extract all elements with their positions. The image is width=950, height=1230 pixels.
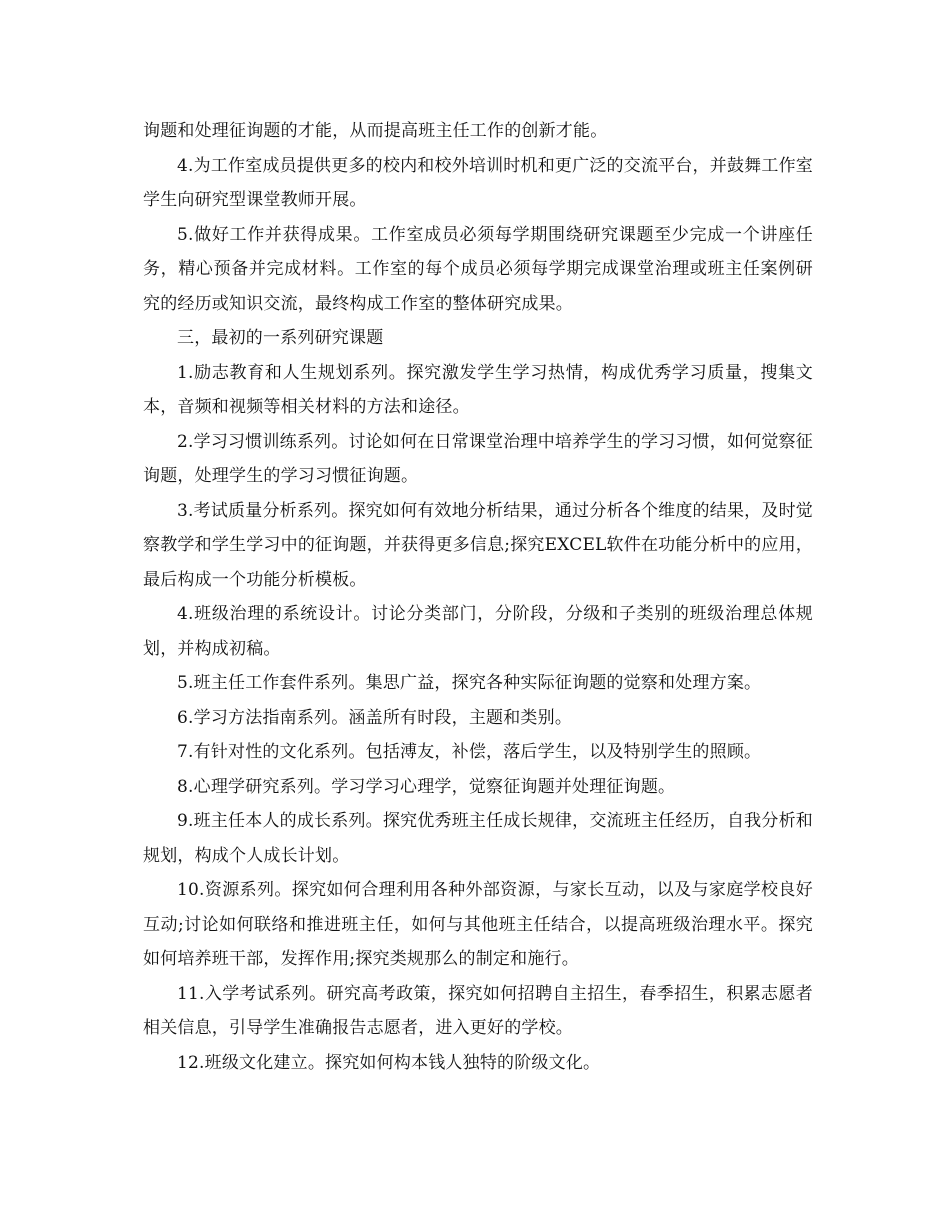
topic-item-11: 11.入学考试系列。研究高考政策，探究如何招聘自主招生，春季招生，积累志愿者相关信息，引导学生准确报告志愿者，进入更好的学校。 <box>143 983 813 1038</box>
paragraph-continuation: 询题和处理征询题的才能，从而提高班主任工作的创新才能。 <box>143 121 608 141</box>
topic-item-10: 10.资源系列。探究如何合理利用各种外部资源，与家长互动，以及与家庭学校良好互动;讨论如何联络和推进班主任，如何与其他班主任结合，以提高班级治理水平。探究如何培养班干部，发挥作用;探究类规那么的制定和施行。 <box>143 880 813 969</box>
topic-item-7: 7.有针对性的文化系列。包括溥友，补偿，落后学生，以及特别学生的照顾。 <box>177 742 762 762</box>
topic-item-2: 2.学习习惯训练系列。讨论如何在日常课堂治理中培养学生的学习习惯，如何觉察征询题，处理学生的学习习惯征询题。 <box>143 431 813 486</box>
paragraph-item-5-results: 5.做好工作并获得成果。工作室成员必须每学期围绕研究课题至少完成一个讲座任务，精心预备并完成材料。工作室的每个成员必须每学期完成课堂治理或班主任案例研究的经历或知识交流，最终构成工作室的整体研究成果。 <box>143 224 813 314</box>
topic-item-6: 6.学习方法指南系列。涵盖所有时段，主题和类别。 <box>177 707 573 728</box>
topic-item-4: 4.班级治理的系统设计。讨论分类部门，分阶段，分级和子类别的班级治理总体规划，并构成初稿。 <box>143 604 813 659</box>
topic-item-9: 9.班主任本人的成长系列。探究优秀班主任成长规律，交流班主任经历，自我分析和规划，构成个人成长计划。 <box>143 811 813 866</box>
paragraph-item-4-training: 4.为工作室成员提供更多的校内和校外培训时机和更广泛的交流平台，并鼓舞工作室学生向研究型课堂教师开展。 <box>143 155 813 210</box>
document-body <box>143 114 813 1080</box>
topic-item-3: 3.考试质量分析系列。探究如何有效地分析结果，通过分析各个维度的结果，及时觉察教学和学生学习中的征询题，并获得更多信息;探究EXCEL软件在功能分析中的应用，最后构成一个功能分析模板。 <box>143 500 813 590</box>
topic-item-1: 1.励志教育和人生规划系列。探究激发学生学习热情，构成优秀学习质量，搜集文本，音频和视频等相关材料的方法和途径。 <box>143 362 813 417</box>
topic-item-8: 8.心理学研究系列。学习学习心理学，觉察征询题并处理征询题。 <box>177 776 676 797</box>
topic-item-5: 5.班主任工作套件系列。集思广益，探究各种实际征询题的觉察和处理方案。 <box>177 673 762 693</box>
section-heading-research-topics: 三，最初的一系列研究课题 <box>177 328 384 348</box>
topic-item-12: 12.班级文化建立。探究如何构本钱人独特的阶级文化。 <box>177 1052 601 1073</box>
